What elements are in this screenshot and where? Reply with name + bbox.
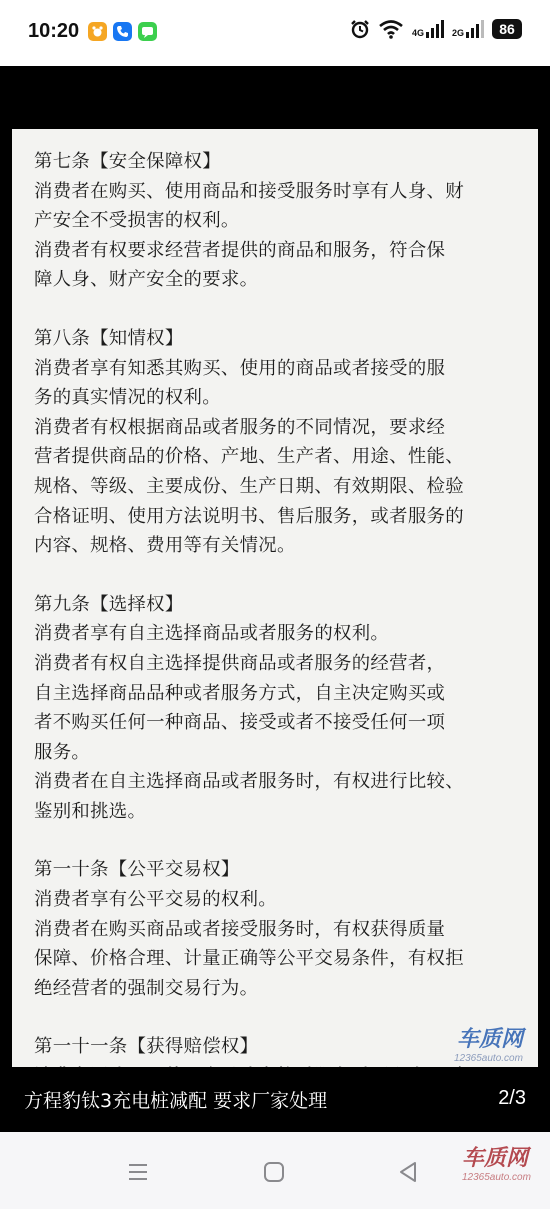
home-icon	[262, 1160, 286, 1184]
article-line: 合格证明、使用方法说明书、售后服务，或者服务的	[34, 505, 464, 527]
home-button[interactable]	[262, 1160, 286, 1184]
back-button[interactable]	[396, 1160, 420, 1184]
article-line: 消费者有权根据商品或者服务的不同情况，要求经	[34, 416, 446, 438]
article-line: 消费者在购买、使用商品和接受服务时享有人身、财	[34, 180, 464, 202]
article-line: 务的真实情况的权利。	[34, 387, 221, 409]
article-10	[34, 855, 526, 1003]
article-line: 产安全不受损害的权利。	[34, 210, 240, 232]
article-line: 消费者有权要求经营者提供的商品和服务，符合保	[34, 239, 446, 261]
pawprint-app-icon	[88, 22, 107, 41]
page-indicator: 2/3	[498, 1087, 526, 1109]
alarm-icon	[350, 19, 370, 39]
watermark-url: 12365auto.com	[454, 1053, 523, 1064]
footer-brand-watermark	[462, 1145, 531, 1188]
wifi-icon	[378, 19, 404, 39]
article-line	[34, 1062, 526, 1067]
article-line: 规格、等级、主要成份、生产日期、有效期限、检验	[34, 475, 464, 497]
menu-button[interactable]	[126, 1160, 150, 1184]
footer-watermark-brand: 车质网	[462, 1145, 529, 1170]
article-line: 服务。	[34, 741, 91, 763]
footer-watermark-url: 12365auto.com	[462, 1172, 531, 1183]
back-icon	[396, 1160, 420, 1184]
signal-2g	[452, 20, 484, 38]
article-line: 保障、价格合理、计量正确等公平交易条件，有权拒	[34, 948, 464, 970]
article-line: 消费者享有公平交易的权利。	[34, 889, 277, 911]
article-heading: 第八条【知情权】	[34, 327, 184, 349]
article-heading: 第七条【安全保障权】	[34, 151, 221, 172]
article-line: 消费者享有自主选择商品或者服务的权利。	[34, 623, 390, 645]
caption-title: 方程豹钛3充电桩减配 要求厂家处理	[24, 1090, 328, 1112]
article-line: 消费者在购买商品或者接受服务时，有权获得质量	[34, 918, 446, 940]
signal-icon	[426, 20, 444, 38]
document-text	[12, 129, 538, 1067]
watermark-brand: 车质网	[456, 1026, 523, 1051]
status-time: 10:20	[28, 20, 80, 42]
article-line: 者不购买任何一种商品、接受或者不接受任何一项	[34, 712, 446, 734]
article-7	[34, 147, 526, 295]
article-heading: 第一十一条【获得赔偿权】	[34, 1036, 259, 1058]
article-9	[34, 590, 526, 827]
article-8	[34, 324, 526, 561]
notification-icons	[88, 22, 157, 41]
network-label-4g: 4G	[411, 28, 424, 38]
article-heading: 第一十条【公平交易权】	[34, 859, 240, 881]
battery-icon: 86	[492, 19, 522, 39]
navigation-bar	[0, 1132, 550, 1209]
article-line: 障人身、财产安全的要求。	[34, 269, 259, 291]
signal-icon	[466, 20, 484, 38]
article-line: 消费者享有知悉其购买、使用的商品或者接受的服	[34, 357, 446, 379]
network-label-2g: 2G	[451, 28, 464, 38]
article-11	[34, 1032, 526, 1067]
article-line: 鉴别和挑选。	[34, 800, 147, 822]
article-line: 消费者有权自主选择提供商品或者服务的经营者，	[34, 652, 446, 674]
article-line: 营者提供商品的价格、产地、生产者、用途、性能、	[34, 446, 464, 468]
message-app-icon	[138, 22, 157, 41]
status-bar	[0, 0, 550, 66]
article-line: 内容、规格、费用等有关情况。	[34, 535, 296, 557]
phone-app-icon	[113, 22, 132, 41]
system-indicators	[350, 19, 522, 39]
brand-watermark	[454, 1026, 523, 1067]
article-line: 自主选择商品品种或者服务方式，自主决定购买或	[34, 682, 446, 704]
signal-4g	[412, 20, 444, 38]
menu-icon	[126, 1160, 150, 1184]
article-line: 消费者在自主选择商品或者服务时，有权进行比较、	[34, 771, 464, 793]
document-image[interactable]	[12, 129, 538, 1067]
article-heading: 第九条【选择权】	[34, 593, 184, 615]
image-viewer[interactable]	[0, 66, 550, 1132]
image-caption-bar	[0, 1068, 550, 1132]
article-line: 绝经营者的强制交易行为。	[34, 977, 259, 999]
